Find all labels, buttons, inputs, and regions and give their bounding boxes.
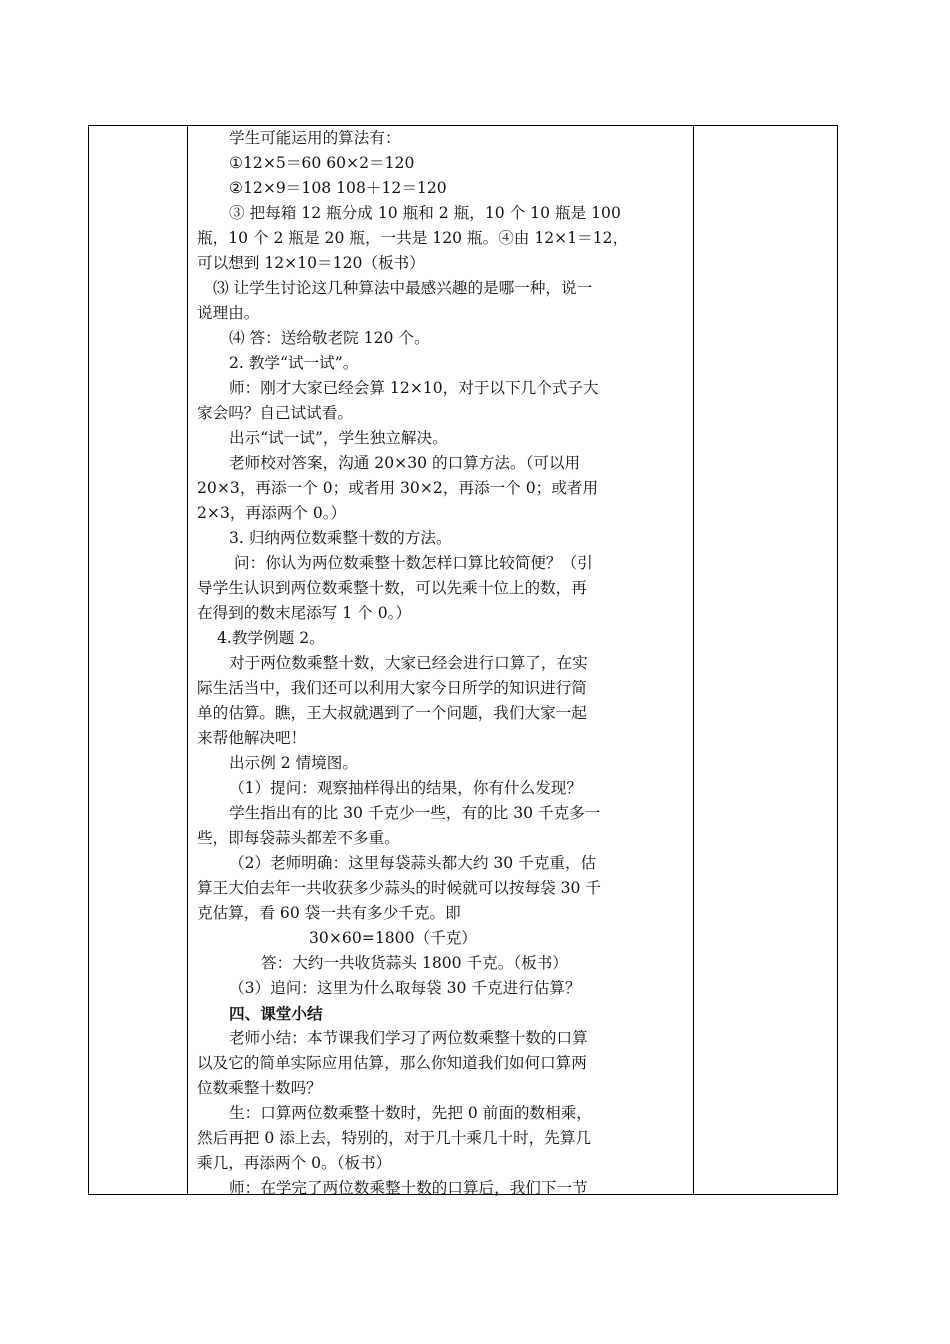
text-line: 问：你认为两位数乘整十数怎样口算比较简便？（引: [234, 554, 593, 572]
table-column-divider-left: [187, 126, 188, 1194]
text-line: 师：刚才大家已经会算 12×10，对于以下几个式子大: [229, 379, 599, 397]
text-line: 说理由。: [197, 304, 260, 322]
text-line: 在得到的数末尾添写 1 个 0。）: [197, 604, 412, 622]
table-column-divider-right: [693, 126, 694, 1194]
text-line: 4.教学例题 2。: [217, 629, 325, 647]
text-line: 算王大伯去年一共收获多少蒜头的时候就可以按每袋 30 千: [197, 879, 602, 897]
text-line: 以及它的简单实际应用估算，那么你知道我们如何口算两: [197, 1054, 587, 1072]
text-line: ⑷ 答：送给敬老院 120 个。: [229, 329, 430, 347]
text-line: 2. 教学“试一试”。: [229, 354, 359, 372]
text-line: 出示例 2 情境图。: [229, 754, 358, 772]
text-line: ⑶ 让学生讨论这几种算法中最感兴趣的是哪一种，说一: [213, 279, 593, 297]
text-line: 对于两位数乘整十数，大家已经会进行口算了，在实: [229, 654, 588, 672]
text-line: 老师校对答案，沟通 20×30 的口算方法。（可以用: [229, 454, 581, 472]
text-line: 些，即每袋蒜头都差不多重。: [197, 829, 400, 847]
text-line: 答：大约一共收货蒜头 1800 千克。（板书）: [261, 954, 568, 972]
text-line: 生：口算两位数乘整十数时，先把 0 前面的数相乘，: [229, 1104, 592, 1122]
text-line: 20×3，再添一个 0；或者用 30×2，再添一个 0；或者用: [197, 479, 599, 497]
text-line: 出示“试一试”，学生独立解决。: [229, 429, 448, 447]
text-line: 学生指出有的比 30 千克少一些，有的比 30 千克多一: [229, 804, 601, 822]
text-line: 3. 归纳两位数乘整十数的方法。: [229, 529, 452, 547]
section-heading: 四、课堂小结: [229, 1004, 323, 1023]
text-line: 2×3，再添两个 0。）: [197, 504, 347, 522]
text-line: 克估算，看 60 袋一共有多少千克。即: [197, 904, 461, 922]
text-line: 瓶，10 个 2 瓶是 20 瓶，一共是 120 瓶。④由 12×1＝12，: [197, 229, 629, 247]
text-line: 老师小结：本节课我们学习了两位数乘整十数的口算: [229, 1029, 588, 1047]
text-line: 师：在学完了两位数乘整十数的口算后，我们下一节: [229, 1179, 588, 1197]
text-line: 学生可能运用的算法有：: [229, 129, 401, 147]
text-line: 30×60=1800（千克）: [309, 929, 477, 947]
text-line: 际生活当中，我们还可以利用大家今日所学的知识进行简: [197, 679, 587, 697]
text-line: 家会吗？自己试试看。: [197, 404, 353, 422]
text-line: ①12×5＝60 60×2＝120: [229, 154, 415, 172]
text-line: （1）提问：观察抽样得出的结果，你有什么发现？: [229, 779, 582, 797]
text-line: ③ 把每箱 12 瓶分成 10 瓶和 2 瓶，10 个 10 瓶是 100: [229, 204, 621, 222]
text-line: 可以想到 12×10＝120（板书）: [197, 254, 425, 272]
text-line: 单的估算。瞧，王大叔就遇到了一个问题，我们大家一起: [197, 704, 587, 722]
text-line: 导学生认识到两位数乘整十数，可以先乘十位上的数，再: [197, 579, 587, 597]
lesson-plan-table: [88, 125, 838, 1195]
text-line: 乘几，再添两个 0。（板书）: [197, 1154, 392, 1172]
text-line: 然后再把 0 添上去，特别的，对于几十乘几十时，先算几: [197, 1129, 592, 1147]
text-line: 来帮他解决吧！: [197, 729, 307, 747]
text-line: ②12×9＝108 108＋12＝120: [229, 179, 447, 197]
text-line: （2）老师明确：这里每袋蒜头都大约 30 千克重，估: [229, 854, 597, 872]
text-line: 位数乘整十数吗？: [197, 1079, 322, 1097]
text-line: （3）追问：这里为什么取每袋 30 千克进行估算？: [229, 979, 581, 997]
